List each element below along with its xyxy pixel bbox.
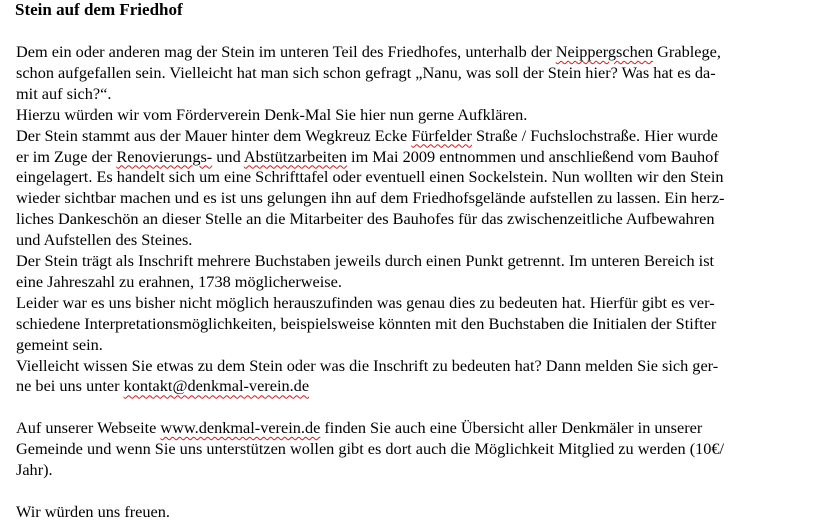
text-line [16,105,527,125]
marked-word: Neippergschen [555,42,654,61]
text-line [16,502,170,522]
text-run: finden Sie auch eine Übersicht aller Denkmäler in unserer [320,418,703,438]
text-run: schiedene Interpretationsmöglichkeiten, beispielsweise könnten mit den Buchstaben die Initialen der Stifter [16,313,717,333]
text-run: im Mai 2009 entnommen und anschließend vom Bauhof [346,146,719,166]
text-line [16,84,111,104]
text-run: eine Jahreszahl zu erahnen, 1738 möglicherweise. [16,271,342,291]
text-line [16,272,342,292]
text-run: Der Stein stammt aus der Mauer hinter dem Wegkreuz Ecke [16,125,412,145]
text-run: Dem ein oder anderen mag der Stein im unteren Teil des Friedhofes, unterhalb der [16,42,556,61]
text-run: gemeint sein. [16,334,103,354]
text-line [16,251,714,271]
text-run: Grablege, [653,42,721,61]
text-line [16,126,718,146]
text-run: Jahr). [16,460,53,479]
text-run: liches Dankeschön an dieser Stelle an die Mitarbeiter des Bauhofes für das zwischenzeitliche Aufbewahren [16,209,715,229]
marked-word: Fürfelder [411,125,472,145]
text-line [16,460,53,480]
text-run: schon aufgefallen sein. Vielleicht hat man sich schon gefragt „Nanu, was soll der Stein hier? Was hat es da- [16,62,716,82]
text-run: Leider war es uns bisher nicht möglich herauszufinden was genau dies zu bedeuten hat. Hierfür gibt es ver- [16,292,715,312]
text-run: Wir würden uns freuen. [16,501,170,521]
text-line [16,418,702,438]
text-line [16,209,714,229]
text-run: mit auf sich?“. [16,83,112,103]
marked-word: Abstützarbeiten [243,146,347,166]
text-line [16,314,716,334]
text-run: er im Zuge der [16,146,117,166]
text-run: Straße / Fuchslochstraße. Hier wurde [471,125,718,145]
marked-word: www.denkmal-verein.de [160,418,321,438]
text-line [16,188,724,208]
text-line [16,167,724,187]
text-run: wieder sichtbar machen und es ist uns gelungen ihn auf dem Friedhofsgelände aufstellen zu lassen. Ein herz- [16,188,725,208]
text-run: Der Stein trägt als Inschrift mehrere Buchstaben jeweils durch einen Punkt getrennt. Im unteren Bereich ist [16,251,715,270]
text-line [16,230,192,250]
document-title: Stein auf dem Friedhof [15,0,183,19]
text-run: Auf unserer Webseite [16,418,161,438]
text-line [16,439,724,459]
text-line [16,63,716,83]
text-run: Hierzu würden wir vom Förderverein Denk-Mal Sie hier nun gerne Aufklären. [16,104,528,124]
text-line [16,356,718,376]
text-run: Gemeinde und wenn Sie uns unterstützen wollen gibt es dort auch die Möglichkeit Mitglied zu werden (10€/ [16,439,725,459]
text-run: und [212,146,244,166]
text-line [16,293,715,313]
text-run: und Aufstellen des Steines. [16,230,193,250]
marked-word: Renovierungs- [116,146,213,166]
text-run: Vielleicht wissen Sie etwas zu dem Stein oder was die Inschrift zu bedeuten hat? Dann melden Sie sich ger- [16,355,719,375]
text-run: ne bei uns unter [16,376,124,396]
text-line [16,42,721,62]
text-line [16,147,719,167]
text-line [16,376,309,396]
marked-word: kontakt@denkmal-verein.de [123,376,310,396]
text-run: eingelagert. Es handelt sich um eine Schrifttafel oder eventuell einen Sockelstein. Nun wollten wir den Stein [16,167,724,187]
text-line [16,335,103,355]
